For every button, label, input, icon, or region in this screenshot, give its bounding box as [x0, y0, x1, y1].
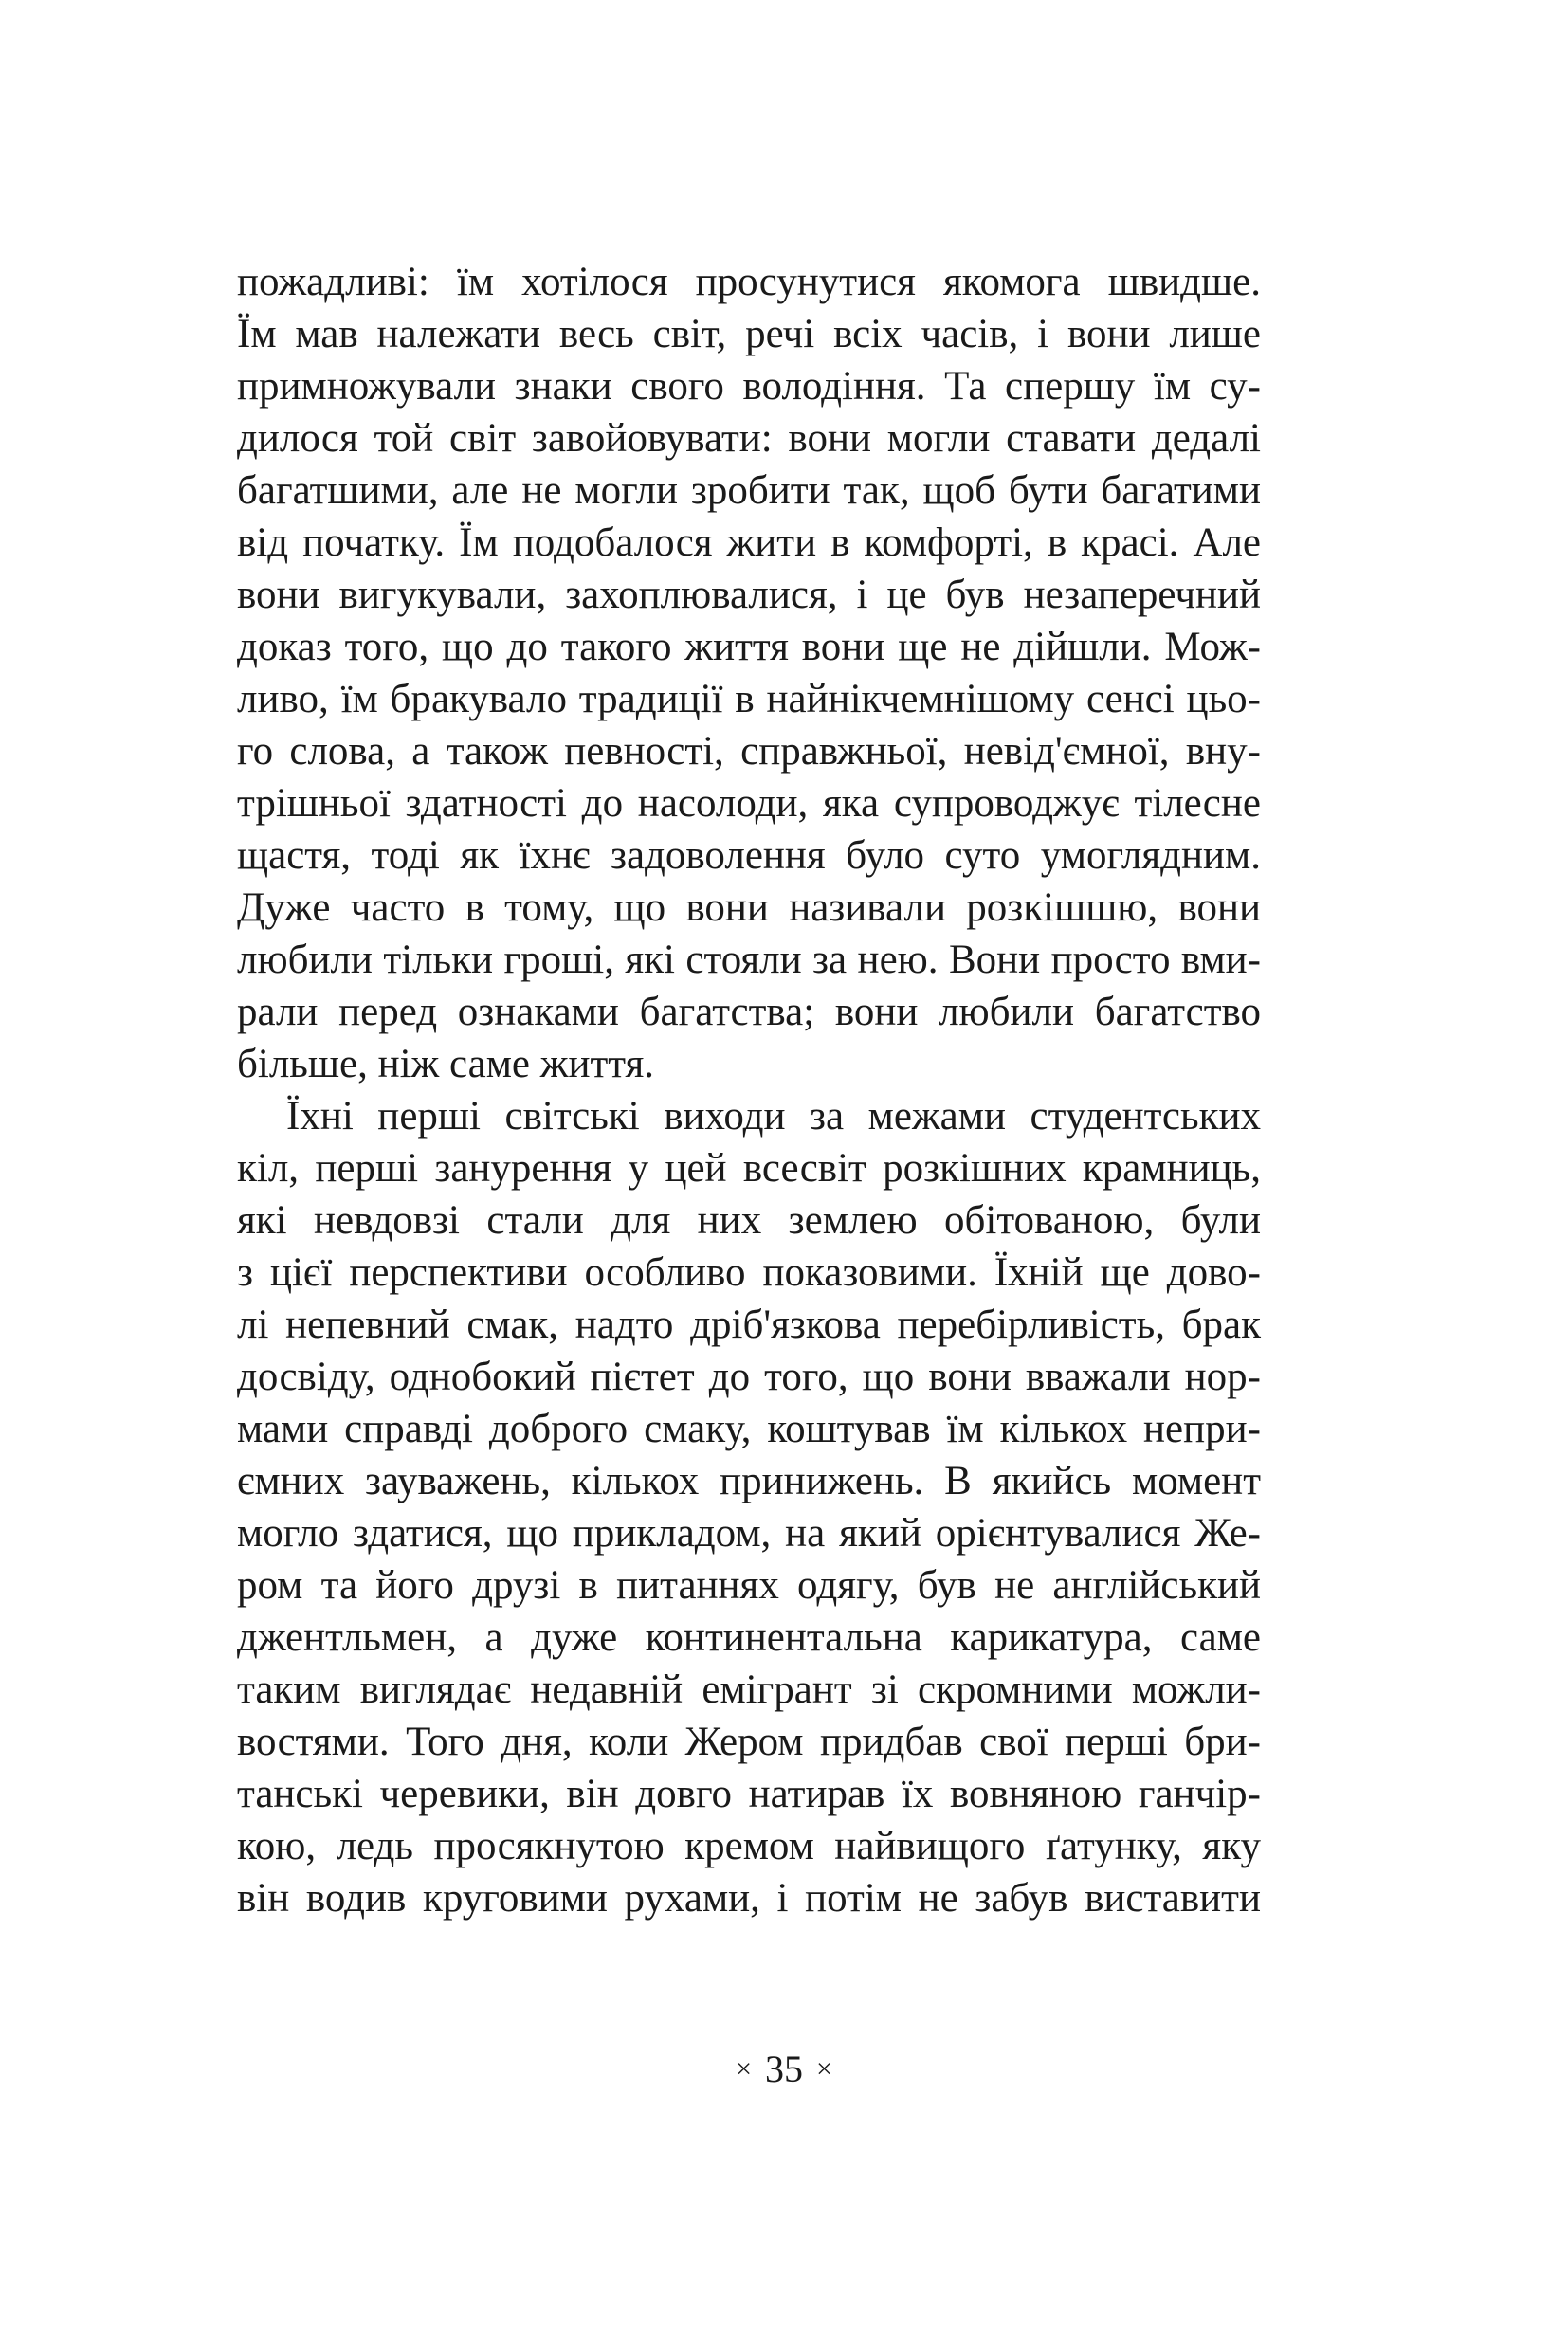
text-line: багатшими, але не могли зробити так, щоб бути багатими: [237, 468, 1261, 513]
text-line: ром та його друзі в питаннях одягу, був не англійський: [237, 1563, 1261, 1608]
paragraph-first-line: Їхні перші світські виходи за межами студентських: [286, 1094, 1261, 1139]
text-line: востями. Того дня, коли Жером придбав свої перші бри-: [237, 1720, 1261, 1764]
text-line: щастя, тоді як їхнє задоволення було суто умоглядним.: [237, 833, 1261, 878]
text-line: Їм мав належати весь світ, речі всіх часів, і вони лише: [237, 312, 1261, 356]
text-line: вони вигукували, захоплювалися, і це був незаперечний: [237, 573, 1261, 617]
paragraph-end-line: більше, ніж саме життя.: [237, 1042, 655, 1086]
text-line: ємних зауважень, кількох принижень. В якийсь момент: [237, 1459, 1261, 1503]
text-line: трішньої здатності до насолоди, яка супроводжує тілесне: [237, 781, 1261, 826]
text-line: го слова, а також певності, справжньої, невід'ємної, вну-: [237, 729, 1261, 774]
text-line: мами справді доброго смаку, коштував їм кількох непри-: [237, 1407, 1261, 1451]
text-line: кою, ледь просякнутою кремом найвищого ґатунку, яку: [237, 1824, 1261, 1868]
text-line: які невдовзі стали для них землею обітованою, були: [237, 1198, 1261, 1243]
text-line: доказ того, що до такого життя вони ще не дійшли. Мож-: [237, 625, 1261, 669]
text-line: могло здатися, що прикладом, на який орієнтувалися Же-: [237, 1511, 1261, 1556]
text-line: з цієї перспективи особливо показовими. Їхній ще дово-: [237, 1250, 1261, 1295]
text-line: він водив круговими рухами, і потім не забув виставити: [237, 1876, 1261, 1921]
text-line: дилося той світ завойовувати: вони могли ставати дедалі: [237, 416, 1261, 461]
text-line: рали перед ознаками багатства; вони любили багатство: [237, 990, 1261, 1034]
text-line: примножували знаки свого володіння. Та спершу їм су-: [237, 364, 1261, 409]
text-line: танські черевики, він довго натирав їх вовняною ганчір-: [237, 1772, 1261, 1816]
page-number: 35: [765, 2048, 803, 2090]
folio-ornament-left: ×: [736, 2053, 752, 2085]
folio-ornament-right: ×: [816, 2053, 832, 2085]
text-line: ливо, їм бракувало традиції в найнікчемнішому сенсі цьо-: [237, 677, 1261, 721]
text-line: від початку. Їм подобалося жити в комфорті, в красі. Але: [237, 520, 1261, 565]
text-line: любили тільки гроші, які стояли за нею. Вони просто вми-: [237, 938, 1261, 982]
text-line: пожадливі: їм хотілося просунутися якомога швидше.: [237, 260, 1261, 304]
text-line: досвіду, однобокий пієтет до того, що вони вважали нор-: [237, 1355, 1261, 1399]
text-line: лі непевний смак, надто дріб'язкова перебірливість, брак: [237, 1303, 1261, 1347]
page-number-footer: [0, 2046, 1568, 2093]
text-line: кіл, перші занурення у цей всесвіт розкішних крамниць,: [237, 1146, 1261, 1191]
text-line: Дуже часто в тому, що вони називали розкішшю, вони: [237, 885, 1261, 930]
text-line: джентльмен, а дуже континентальна карикатура, саме: [237, 1615, 1261, 1660]
text-line: таким виглядає недавній емігрант зі скромними можли-: [237, 1667, 1261, 1712]
body-text: [237, 256, 1261, 1924]
